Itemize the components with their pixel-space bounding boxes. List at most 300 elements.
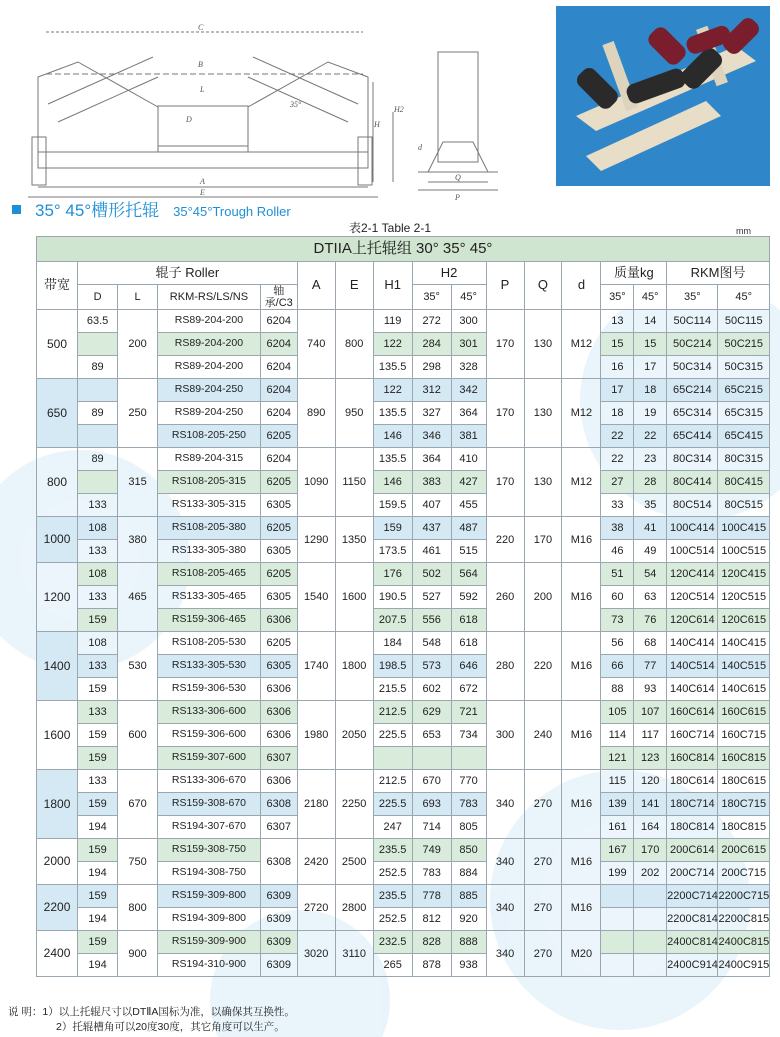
cell-mass-35: 13 bbox=[601, 310, 634, 333]
table-row bbox=[37, 517, 770, 540]
cell-drawing-35: 65C414 bbox=[667, 425, 718, 448]
cell-h1: 225.5 bbox=[373, 724, 412, 747]
cell-drawing-35: 2400C814 bbox=[667, 931, 718, 954]
cell-h2-35: 284 bbox=[412, 333, 451, 356]
cell-belt-width: 1000 bbox=[37, 517, 78, 563]
cell-l: 800 bbox=[118, 885, 158, 931]
cell-mass-35: 18 bbox=[601, 402, 634, 425]
cell-a: 1090 bbox=[297, 448, 335, 517]
cell-h2-45: 515 bbox=[451, 540, 486, 563]
cell-a: 1980 bbox=[297, 701, 335, 770]
cell-h2-35: 556 bbox=[412, 609, 451, 632]
cell-rkm: RS194-309-800 bbox=[158, 908, 261, 931]
cell-h1: 146 bbox=[373, 425, 412, 448]
table-row bbox=[37, 310, 770, 333]
cell-p: 220 bbox=[486, 517, 524, 563]
cell-drawing-35: 120C414 bbox=[667, 563, 718, 586]
cell-drawing-45: 80C315 bbox=[718, 448, 770, 471]
hdr-mass-35: 35° bbox=[601, 285, 634, 310]
cell-h1: 247 bbox=[373, 816, 412, 839]
cell-mass-35: 88 bbox=[601, 678, 634, 701]
cell-drawing-35: 140C614 bbox=[667, 678, 718, 701]
cell-h2-35: 327 bbox=[412, 402, 451, 425]
cell-rkm: RS89-204-250 bbox=[158, 379, 261, 402]
cell-e: 950 bbox=[335, 379, 373, 448]
cell-h1: 122 bbox=[373, 333, 412, 356]
cell-drawing-35: 80C514 bbox=[667, 494, 718, 517]
hdr-h2-45: 45° bbox=[451, 285, 486, 310]
cell-drawing-35: 80C414 bbox=[667, 471, 718, 494]
table-row bbox=[37, 379, 770, 402]
table-row bbox=[37, 931, 770, 954]
cell-mass-35: 56 bbox=[601, 632, 634, 655]
cell-mass-35 bbox=[601, 885, 634, 908]
cell-bearing: 6309 bbox=[260, 931, 297, 954]
cell-bearing: 6305 bbox=[260, 540, 297, 563]
cell-rkm: RS159-307-600 bbox=[158, 747, 261, 770]
hdr-a: A bbox=[297, 262, 335, 310]
cell-rkm: RS108-205-315 bbox=[158, 471, 261, 494]
cell-bearing: 6307 bbox=[260, 747, 297, 770]
cell-rkm: RS159-308-750 bbox=[158, 839, 261, 862]
cell-drawing-35: 100C414 bbox=[667, 517, 718, 540]
cell-mass-45: 117 bbox=[634, 724, 667, 747]
trough-roller-photo bbox=[556, 6, 770, 186]
cell-d-bolt: M12 bbox=[562, 448, 601, 517]
cell-drawing-45: 100C415 bbox=[718, 517, 770, 540]
cell-drawing-45: 160C715 bbox=[718, 724, 770, 747]
cell-h2-45: 783 bbox=[451, 793, 486, 816]
cell-drawing-45: 100C515 bbox=[718, 540, 770, 563]
cell-h2-45: 427 bbox=[451, 471, 486, 494]
cell-h2-35: 383 bbox=[412, 471, 451, 494]
cell-mass-35: 105 bbox=[601, 701, 634, 724]
cell-h2-35: 878 bbox=[412, 954, 451, 977]
cell-d: 159 bbox=[78, 609, 118, 632]
cell-e: 1350 bbox=[335, 517, 373, 563]
cell-h2-35: 298 bbox=[412, 356, 451, 379]
cell-rkm: RS194-308-750 bbox=[158, 862, 261, 885]
cell-bearing: 6205 bbox=[260, 632, 297, 655]
cell-rkm: RS133-305-315 bbox=[158, 494, 261, 517]
label-c: C bbox=[198, 23, 204, 32]
cell-l: 900 bbox=[118, 931, 158, 977]
cell-d bbox=[78, 471, 118, 494]
cell-drawing-35: 50C114 bbox=[667, 310, 718, 333]
cell-belt-width: 800 bbox=[37, 448, 78, 517]
cell-h2-45: 592 bbox=[451, 586, 486, 609]
cell-p: 170 bbox=[486, 310, 524, 379]
cell-bearing: 6305 bbox=[260, 494, 297, 517]
cell-mass-35: 38 bbox=[601, 517, 634, 540]
cell-q: 270 bbox=[524, 770, 562, 839]
cell-a: 2720 bbox=[297, 885, 335, 931]
cell-mass-35: 66 bbox=[601, 655, 634, 678]
cell-rkm: RS89-204-200 bbox=[158, 356, 261, 379]
label-e: E bbox=[200, 188, 205, 197]
cell-d: 159 bbox=[78, 885, 118, 908]
cell-h2-35: 272 bbox=[412, 310, 451, 333]
cell-d: 89 bbox=[78, 356, 118, 379]
cell-mass-35: 51 bbox=[601, 563, 634, 586]
cell-h2-45: 410 bbox=[451, 448, 486, 471]
cell-mass-35: 22 bbox=[601, 448, 634, 471]
cell-a: 1740 bbox=[297, 632, 335, 701]
cell-h2-35: 812 bbox=[412, 908, 451, 931]
cell-q: 220 bbox=[524, 632, 562, 701]
cell-belt-width: 2200 bbox=[37, 885, 78, 931]
cell-drawing-45: 2200C815 bbox=[718, 908, 770, 931]
section-title-en: 35°45°Trough Roller bbox=[173, 204, 291, 219]
cell-h2-35: 364 bbox=[412, 448, 451, 471]
cell-bearing: 6204 bbox=[260, 379, 297, 402]
cell-bearing: 6306 bbox=[260, 609, 297, 632]
cell-mass-45: 14 bbox=[634, 310, 667, 333]
cell-drawing-35: 180C714 bbox=[667, 793, 718, 816]
cell-rkm: RS89-204-200 bbox=[158, 310, 261, 333]
cell-h2-35 bbox=[412, 747, 451, 770]
cell-h2-45: 300 bbox=[451, 310, 486, 333]
cell-drawing-45: 50C215 bbox=[718, 333, 770, 356]
cell-drawing-45: 200C615 bbox=[718, 839, 770, 862]
cell-h1: 135.5 bbox=[373, 402, 412, 425]
cell-mass-45: 120 bbox=[634, 770, 667, 793]
cell-h2-45: 381 bbox=[451, 425, 486, 448]
unit-label: mm bbox=[736, 226, 751, 236]
cell-rkm: RS133-306-600 bbox=[158, 701, 261, 724]
cell-h2-45: 672 bbox=[451, 678, 486, 701]
cell-mass-45: 170 bbox=[634, 839, 667, 862]
spec-table bbox=[36, 236, 770, 977]
cell-d: 89 bbox=[78, 448, 118, 471]
cell-p: 260 bbox=[486, 563, 524, 632]
label-d-bolt: d bbox=[418, 143, 422, 152]
cell-h1: 235.5 bbox=[373, 839, 412, 862]
cell-rkm: RS159-309-800 bbox=[158, 885, 261, 908]
cell-d-bolt: M16 bbox=[562, 701, 601, 770]
cell-a: 1290 bbox=[297, 517, 335, 563]
cell-a: 890 bbox=[297, 379, 335, 448]
cell-bearing: 6306 bbox=[260, 678, 297, 701]
cell-d-bolt: M12 bbox=[562, 379, 601, 448]
hdr-belt-width: 带宽 bbox=[37, 262, 78, 310]
cell-q: 270 bbox=[524, 885, 562, 931]
cell-d: 194 bbox=[78, 908, 118, 931]
cell-mass-35: 121 bbox=[601, 747, 634, 770]
cell-d: 108 bbox=[78, 632, 118, 655]
cell-mass-45: 17 bbox=[634, 356, 667, 379]
cell-mass-45: 19 bbox=[634, 402, 667, 425]
cell-drawing-35: 50C314 bbox=[667, 356, 718, 379]
cell-h1: 198.5 bbox=[373, 655, 412, 678]
cell-mass-35: 60 bbox=[601, 586, 634, 609]
cell-h2-35: 502 bbox=[412, 563, 451, 586]
cell-mass-35 bbox=[601, 931, 634, 954]
cell-drawing-45: 65C215 bbox=[718, 379, 770, 402]
cell-l: 600 bbox=[118, 701, 158, 770]
cell-p: 300 bbox=[486, 701, 524, 770]
cell-drawing-35: 50C214 bbox=[667, 333, 718, 356]
cell-d: 159 bbox=[78, 839, 118, 862]
cell-bearing: 6305 bbox=[260, 655, 297, 678]
cell-mass-45: 41 bbox=[634, 517, 667, 540]
cell-h2-45: 884 bbox=[451, 862, 486, 885]
cell-h2-45: 770 bbox=[451, 770, 486, 793]
hdr-bearing: 轴承/C3 bbox=[260, 285, 297, 310]
hdr-h1: H1 bbox=[373, 262, 412, 310]
cell-drawing-45: 160C615 bbox=[718, 701, 770, 724]
cell-h2-35: 407 bbox=[412, 494, 451, 517]
cell-d: 108 bbox=[78, 517, 118, 540]
cell-q: 130 bbox=[524, 448, 562, 517]
cell-mass-35: 22 bbox=[601, 425, 634, 448]
cell-d: 133 bbox=[78, 494, 118, 517]
cell-drawing-35: 140C414 bbox=[667, 632, 718, 655]
cell-bearing: 6204 bbox=[260, 448, 297, 471]
cell-h1: 252.5 bbox=[373, 908, 412, 931]
cell-h2-45: 646 bbox=[451, 655, 486, 678]
cell-h2-45: 618 bbox=[451, 609, 486, 632]
cell-h2-45: 301 bbox=[451, 333, 486, 356]
cell-l: 250 bbox=[118, 379, 158, 448]
cell-l: 750 bbox=[118, 839, 158, 885]
cell-drawing-45: 180C815 bbox=[718, 816, 770, 839]
cell-drawing-35: 65C214 bbox=[667, 379, 718, 402]
cell-a: 2180 bbox=[297, 770, 335, 839]
cell-h1: 252.5 bbox=[373, 862, 412, 885]
cell-h2-45: 455 bbox=[451, 494, 486, 517]
cell-mass-45: 93 bbox=[634, 678, 667, 701]
cell-h1: 173.5 bbox=[373, 540, 412, 563]
cell-mass-35: 17 bbox=[601, 379, 634, 402]
cell-l: 465 bbox=[118, 563, 158, 632]
cell-h2-35: 653 bbox=[412, 724, 451, 747]
cell-q: 130 bbox=[524, 310, 562, 379]
hdr-drawing-45: 45° bbox=[718, 285, 770, 310]
cell-mass-35: 15 bbox=[601, 333, 634, 356]
cell-h2-45: 850 bbox=[451, 839, 486, 862]
cell-d: 194 bbox=[78, 862, 118, 885]
cell-drawing-45: 120C515 bbox=[718, 586, 770, 609]
cell-d: 159 bbox=[78, 931, 118, 954]
cell-l: 380 bbox=[118, 517, 158, 563]
cell-h2-35: 783 bbox=[412, 862, 451, 885]
cell-h1: 212.5 bbox=[373, 770, 412, 793]
cell-drawing-45: 80C515 bbox=[718, 494, 770, 517]
cell-mass-45: 54 bbox=[634, 563, 667, 586]
cell-belt-width: 500 bbox=[37, 310, 78, 379]
label-angle: 35° bbox=[290, 100, 302, 109]
cell-h1 bbox=[373, 747, 412, 770]
hdr-h2-35: 35° bbox=[412, 285, 451, 310]
cell-d: 133 bbox=[78, 655, 118, 678]
cell-l: 530 bbox=[118, 632, 158, 701]
cell-mass-45: 76 bbox=[634, 609, 667, 632]
table-row bbox=[37, 770, 770, 793]
cell-h1: 215.5 bbox=[373, 678, 412, 701]
trough-roller-drawing bbox=[18, 22, 548, 207]
cell-h2-45 bbox=[451, 747, 486, 770]
cell-d-bolt: M16 bbox=[562, 770, 601, 839]
cell-bearing: 6205 bbox=[260, 471, 297, 494]
cell-drawing-45: 80C415 bbox=[718, 471, 770, 494]
cell-rkm: RS108-205-380 bbox=[158, 517, 261, 540]
cell-drawing-35: 200C614 bbox=[667, 839, 718, 862]
cell-d-bolt: M20 bbox=[562, 931, 601, 977]
cell-h2-45: 734 bbox=[451, 724, 486, 747]
cell-drawing-35: 2200C814 bbox=[667, 908, 718, 931]
cell-h1: 265 bbox=[373, 954, 412, 977]
cell-d: 133 bbox=[78, 701, 118, 724]
cell-h2-45: 805 bbox=[451, 816, 486, 839]
cell-rkm: RS108-205-530 bbox=[158, 632, 261, 655]
cell-h1: 135.5 bbox=[373, 448, 412, 471]
cell-mass-45 bbox=[634, 931, 667, 954]
cell-h2-35: 437 bbox=[412, 517, 451, 540]
label-d: D bbox=[186, 115, 192, 124]
section-title bbox=[12, 196, 291, 220]
cell-mass-45: 68 bbox=[634, 632, 667, 655]
table-row bbox=[37, 448, 770, 471]
cell-drawing-45: 120C615 bbox=[718, 609, 770, 632]
cell-drawing-45: 2200C715 bbox=[718, 885, 770, 908]
cell-q: 270 bbox=[524, 931, 562, 977]
cell-h2-35: 602 bbox=[412, 678, 451, 701]
cell-p: 280 bbox=[486, 632, 524, 701]
cell-mass-35: 161 bbox=[601, 816, 634, 839]
cell-h2-45: 564 bbox=[451, 563, 486, 586]
cell-h2-35: 778 bbox=[412, 885, 451, 908]
cell-belt-width: 1800 bbox=[37, 770, 78, 839]
cell-belt-width: 650 bbox=[37, 379, 78, 448]
table-row bbox=[37, 701, 770, 724]
cell-drawing-35: 160C814 bbox=[667, 747, 718, 770]
label-q: Q bbox=[455, 173, 461, 182]
hdr-mass: 质量kg bbox=[601, 262, 667, 285]
cell-q: 240 bbox=[524, 701, 562, 770]
cell-mass-45: 22 bbox=[634, 425, 667, 448]
cell-rkm: RS159-306-600 bbox=[158, 724, 261, 747]
cell-drawing-35: 120C514 bbox=[667, 586, 718, 609]
note-2: 2）托辊槽角可以20度30度，其它角度可以生产。 bbox=[56, 1021, 285, 1033]
cell-p: 170 bbox=[486, 448, 524, 517]
cell-d: 159 bbox=[78, 793, 118, 816]
cell-rkm: RS108-205-250 bbox=[158, 425, 261, 448]
cell-drawing-35: 120C614 bbox=[667, 609, 718, 632]
cell-a: 2420 bbox=[297, 839, 335, 885]
cell-drawing-45: 140C415 bbox=[718, 632, 770, 655]
label-a: A bbox=[200, 177, 205, 186]
table-row bbox=[37, 632, 770, 655]
cell-h1: 176 bbox=[373, 563, 412, 586]
cell-d-bolt: M16 bbox=[562, 563, 601, 632]
cell-e: 2050 bbox=[335, 701, 373, 770]
cell-p: 340 bbox=[486, 839, 524, 885]
hdr-d: D bbox=[78, 285, 118, 310]
cell-mass-35: 46 bbox=[601, 540, 634, 563]
cell-e: 3110 bbox=[335, 931, 373, 977]
cell-drawing-35: 160C614 bbox=[667, 701, 718, 724]
label-b: B bbox=[198, 60, 203, 69]
cell-drawing-35: 100C514 bbox=[667, 540, 718, 563]
cell-h1: 225.5 bbox=[373, 793, 412, 816]
cell-mass-45: 23 bbox=[634, 448, 667, 471]
cell-rkm: RS159-306-465 bbox=[158, 609, 261, 632]
cell-belt-width: 1600 bbox=[37, 701, 78, 770]
cell-mass-35: 115 bbox=[601, 770, 634, 793]
cell-drawing-45: 180C615 bbox=[718, 770, 770, 793]
cell-h2-35: 527 bbox=[412, 586, 451, 609]
cell-d bbox=[78, 379, 118, 402]
cell-h1: 146 bbox=[373, 471, 412, 494]
cell-d: 159 bbox=[78, 724, 118, 747]
cell-mass-35 bbox=[601, 954, 634, 977]
cell-a: 1540 bbox=[297, 563, 335, 632]
cell-drawing-45: 50C115 bbox=[718, 310, 770, 333]
cell-h2-45: 328 bbox=[451, 356, 486, 379]
cell-drawing-45: 120C415 bbox=[718, 563, 770, 586]
cell-rkm: RS89-204-200 bbox=[158, 333, 261, 356]
cell-e: 2250 bbox=[335, 770, 373, 839]
cell-drawing-35: 160C714 bbox=[667, 724, 718, 747]
cell-h2-35: 670 bbox=[412, 770, 451, 793]
cell-bearing: 6306 bbox=[260, 701, 297, 724]
cell-drawing-35: 2400C914 bbox=[667, 954, 718, 977]
cell-mass-45: 202 bbox=[634, 862, 667, 885]
cell-mass-35: 33 bbox=[601, 494, 634, 517]
cell-drawing-35: 180C614 bbox=[667, 770, 718, 793]
cell-drawing-45: 140C515 bbox=[718, 655, 770, 678]
cell-h2-35: 461 bbox=[412, 540, 451, 563]
title-bullet bbox=[12, 205, 21, 214]
cell-h1: 159 bbox=[373, 517, 412, 540]
cell-mass-45 bbox=[634, 885, 667, 908]
hdr-e: E bbox=[335, 262, 373, 310]
cell-h2-35: 693 bbox=[412, 793, 451, 816]
label-h2: H2 bbox=[394, 105, 404, 114]
cell-rkm: RS133-305-530 bbox=[158, 655, 261, 678]
cell-d: 63.5 bbox=[78, 310, 118, 333]
cell-p: 340 bbox=[486, 770, 524, 839]
cell-d: 108 bbox=[78, 563, 118, 586]
cell-p: 340 bbox=[486, 885, 524, 931]
cell-drawing-35: 80C314 bbox=[667, 448, 718, 471]
cell-drawing-45: 65C315 bbox=[718, 402, 770, 425]
cell-bearing: 6309 bbox=[260, 954, 297, 977]
cell-mass-35: 16 bbox=[601, 356, 634, 379]
cell-bearing: 6205 bbox=[260, 563, 297, 586]
table-row bbox=[37, 885, 770, 908]
cell-drawing-45: 140C615 bbox=[718, 678, 770, 701]
cell-mass-45: 49 bbox=[634, 540, 667, 563]
cell-d: 194 bbox=[78, 816, 118, 839]
cell-drawing-45: 180C715 bbox=[718, 793, 770, 816]
cell-h1: 159.5 bbox=[373, 494, 412, 517]
cell-q: 270 bbox=[524, 839, 562, 885]
hdr-drawing-no: RKM图号 bbox=[667, 262, 770, 285]
cell-mass-35: 199 bbox=[601, 862, 634, 885]
cell-a: 3020 bbox=[297, 931, 335, 977]
notes bbox=[8, 1005, 295, 1035]
cell-h2-45: 342 bbox=[451, 379, 486, 402]
cell-bearing: 6204 bbox=[260, 333, 297, 356]
table-caption: 表2-1 Table 2-1 bbox=[348, 221, 432, 235]
cell-bearing: 6305 bbox=[260, 586, 297, 609]
table-row bbox=[37, 563, 770, 586]
hdr-q: Q bbox=[524, 262, 562, 310]
cell-drawing-45: 2400C915 bbox=[718, 954, 770, 977]
cell-d-bolt: M16 bbox=[562, 517, 601, 563]
